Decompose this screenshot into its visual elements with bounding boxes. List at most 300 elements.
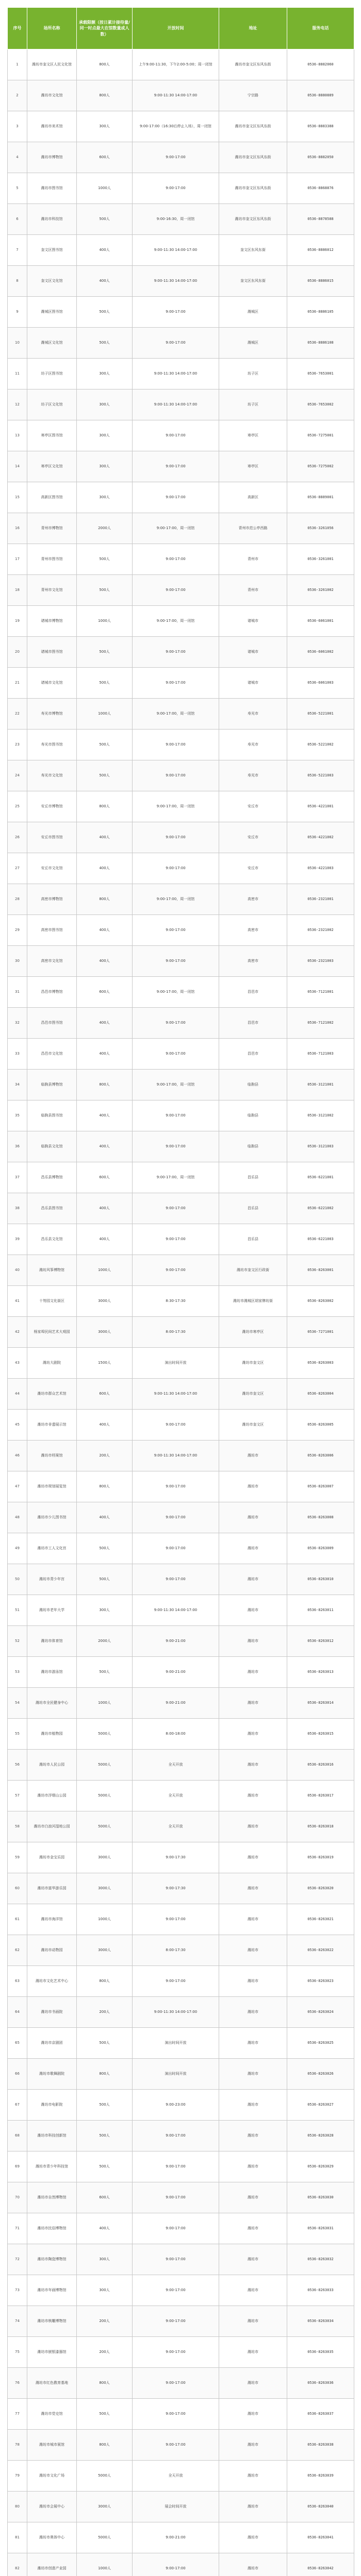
table-row (8, 977, 354, 1008)
cell-capacity: 500人 (77, 544, 133, 575)
table-row (8, 1657, 354, 1688)
cell-address: 临朐县 (219, 1070, 287, 1100)
cell-phone: 0536-8878588 (287, 204, 354, 235)
cell-no: 79 (8, 2461, 27, 2492)
cell-phone: 0536-4221002 (287, 822, 354, 853)
cell-phone: 0536-8263038 (287, 2430, 354, 2461)
cell-name: 诸城市博物馆 (27, 606, 77, 637)
table-row (8, 389, 354, 420)
cell-phone: 0536-3261056 (287, 513, 354, 544)
cell-name: 安丘市文化馆 (27, 853, 77, 884)
cell-capacity: 2000人 (77, 513, 133, 544)
cell-hours: 9:00-17:00 (133, 173, 219, 204)
cell-no: 44 (8, 1379, 27, 1410)
cell-no: 54 (8, 1688, 27, 1719)
cell-phone: 0536-8263034 (287, 2306, 354, 2337)
cell-no: 63 (8, 1966, 27, 1997)
cell-capacity: 400人 (77, 235, 133, 266)
cell-hours: 9:00-17:00，周一闭馆 (133, 513, 219, 544)
cell-hours: 9:00-11:30 14:00-17:00 (133, 80, 219, 111)
cell-hours: 9:00-21:00 (133, 1626, 219, 1657)
cell-no: 31 (8, 977, 27, 1008)
table-row (8, 451, 354, 482)
cell-hours: 全天开放 (133, 1781, 219, 1811)
cell-no: 21 (8, 668, 27, 699)
cell-address: 诸城市 (219, 637, 287, 668)
table-row (8, 266, 354, 297)
table-row (8, 1224, 354, 1255)
cell-hours: 全天开放 (133, 1750, 219, 1781)
cell-phone: 0536-8263019 (287, 1842, 354, 1873)
cell-phone: 0536-3261001 (287, 544, 354, 575)
cell-phone: 0536-8263006 (287, 1440, 354, 1471)
cell-hours: 9:00-17:00 (133, 2275, 219, 2306)
cell-hours: 9:00-17:00 (133, 2430, 219, 2461)
cell-phone: 0536-8886105 (287, 297, 354, 328)
cell-address: 潍坊市 (219, 1935, 287, 1966)
table-row (8, 2151, 354, 2182)
table-row (8, 2059, 354, 2090)
cell-capacity: 600人 (77, 2182, 133, 2213)
cell-phone: 0536-8263001 (287, 1255, 354, 1286)
cell-name: 潍坊市书画院 (27, 1997, 77, 2028)
cell-hours: 展会时间开放 (133, 2492, 219, 2522)
table-row (8, 1193, 354, 1224)
cell-hours: 9:00-17:00 (133, 1410, 219, 1440)
cell-phone: 0536-8263032 (287, 2244, 354, 2275)
cell-name: 寒亭区文化馆 (27, 451, 77, 482)
cell-capacity: 400人 (77, 2213, 133, 2244)
cell-address: 青州市范公亭西路 (219, 513, 287, 544)
cell-capacity: 3000人 (77, 2492, 133, 2522)
cell-address: 潍坊市 (219, 1842, 287, 1873)
cell-hours: 9:00-11:30 14:00-17:00 (133, 359, 219, 389)
cell-phone: 0536-6221003 (287, 1224, 354, 1255)
cell-no: 75 (8, 2337, 27, 2368)
cell-capacity: 5000人 (77, 2522, 133, 2553)
cell-phone: 0536-2321003 (287, 946, 354, 977)
cell-no: 66 (8, 2059, 27, 2090)
cell-phone: 0536-7271001 (287, 1317, 354, 1348)
table-row (8, 1348, 354, 1379)
cell-name: 昌乐县博物馆 (27, 1162, 77, 1193)
cell-phone: 0536-7653001 (287, 359, 354, 389)
table-row (8, 173, 354, 204)
cell-hours: 8:00-17:30 (133, 1935, 219, 1966)
cell-hours: 9:00-17:00 (133, 1255, 219, 1286)
cell-hours: 9:00-11:30 14:00-17:00 (133, 1379, 219, 1410)
cell-no: 3 (8, 111, 27, 142)
cell-address: 潍坊市奎文区行政街 (219, 1255, 287, 1286)
cell-address: 寿光市 (219, 760, 287, 791)
cell-address: 潍坊市 (219, 2213, 287, 2244)
cell-hours: 9:00-17:00 (133, 451, 219, 482)
cell-name: 潍坊市自然博物馆 (27, 2182, 77, 2213)
cell-address: 潍坊市 (219, 2399, 287, 2430)
cell-name: 昌邑市文化馆 (27, 1039, 77, 1070)
cell-hours: 9:00-17:00 (133, 853, 219, 884)
cell-capacity: 600人 (77, 977, 133, 1008)
cell-name: 潍坊市海洋馆 (27, 1904, 77, 1935)
cell-capacity: 5000人 (77, 1811, 133, 1842)
table-row (8, 1533, 354, 1564)
table-row (8, 1070, 354, 1100)
cell-name: 潍坊市全民健身中心 (27, 1688, 77, 1719)
cell-address: 潍坊市 (219, 1471, 287, 1502)
cell-name: 潍坊市陶瓷博物馆 (27, 2244, 77, 2275)
table-row (8, 1039, 354, 1070)
cell-name: 安丘市图书馆 (27, 822, 77, 853)
cell-address: 潍坊市 (219, 1688, 287, 1719)
cell-capacity: 300人 (77, 2244, 133, 2275)
cell-no: 60 (8, 1873, 27, 1904)
cell-no: 67 (8, 2090, 27, 2121)
cell-address: 潍坊市 (219, 1781, 287, 1811)
cell-no: 57 (8, 1781, 27, 1811)
cell-phone: 0536-8263024 (287, 1997, 354, 2028)
cell-phone: 0536-8263027 (287, 2090, 354, 2121)
cell-phone: 0536-8263033 (287, 2275, 354, 2306)
cell-hours: 演出时间开放 (133, 1348, 219, 1379)
cell-name: 潍坊市富华游乐园 (27, 1873, 77, 1904)
cell-name: 临朐县文化馆 (27, 1131, 77, 1162)
cell-capacity: 800人 (77, 1966, 133, 1997)
cell-address: 潍坊市 (219, 2368, 287, 2399)
cell-hours: 9:00-17:00 (133, 730, 219, 760)
cell-name: 昌乐县文化馆 (27, 1224, 77, 1255)
cell-name: 寿光市博物馆 (27, 699, 77, 730)
cell-name: 潍坊市游泳馆 (27, 1657, 77, 1688)
cell-name: 潍坊市动物园 (27, 1935, 77, 1966)
header-address: 地址 (219, 8, 287, 49)
table-row (8, 1688, 354, 1719)
table-row (8, 297, 354, 328)
cell-no: 53 (8, 1657, 27, 1688)
cell-no: 48 (8, 1502, 27, 1533)
table-row (8, 204, 354, 235)
cell-name: 潍城区图书馆 (27, 297, 77, 328)
cell-hours: 9:00-17:00，周一闭馆 (133, 884, 219, 915)
cell-hours: 9:00-17:00 (133, 1904, 219, 1935)
cell-address: 潍坊市 (219, 2430, 287, 2461)
cell-no: 43 (8, 1348, 27, 1379)
table-row (8, 575, 354, 606)
cell-address: 昌邑市 (219, 977, 287, 1008)
table-row (8, 142, 354, 173)
cell-phone: 0536-8263022 (287, 1935, 354, 1966)
cell-capacity: 5000人 (77, 1781, 133, 1811)
cell-address: 潍坊市 (219, 2090, 287, 2121)
cell-phone: 0536-8263035 (287, 2337, 354, 2368)
cell-address: 寿光市 (219, 699, 287, 730)
table-row (8, 1564, 354, 1595)
cell-hours: 9:00-11:30 14:00-17:00 (133, 266, 219, 297)
cell-name: 潍坊市奎文区人民文化馆 (27, 49, 77, 80)
cell-address: 潍坊市潍城区胡家牌坊街 (219, 1286, 287, 1317)
cell-name: 潍坊市电影院 (27, 2090, 77, 2121)
cell-capacity: 400人 (77, 853, 133, 884)
cell-no: 13 (8, 420, 27, 451)
table-row (8, 853, 354, 884)
table-row (8, 2275, 354, 2306)
cell-phone: 0536-3121002 (287, 1100, 354, 1131)
cell-hours: 9:00-11:30 14:00-17:00 (133, 1997, 219, 2028)
cell-name: 青州市文化馆 (27, 575, 77, 606)
cell-phone: 0536-7653002 (287, 389, 354, 420)
cell-no: 7 (8, 235, 27, 266)
cell-capacity: 800人 (77, 2430, 133, 2461)
cell-address: 潍坊市 (219, 1502, 287, 1533)
cell-hours: 9:00-17:00 (133, 1224, 219, 1255)
cell-no: 29 (8, 915, 27, 946)
cell-hours: 上午9:00-11:30，下午2:00-5:00；周一闭馆 (133, 49, 219, 80)
cell-hours: 9:00-17:00 (133, 2368, 219, 2399)
cell-hours: 9:00-17:00 (133, 1100, 219, 1131)
cell-no: 19 (8, 606, 27, 637)
cell-name: 潍坊市嵌银漆器馆 (27, 2337, 77, 2368)
cell-hours: 9:00-17:00 (133, 760, 219, 791)
cell-name: 潍坊市科技创新馆 (27, 2121, 77, 2151)
cell-name: 昌邑市博物馆 (27, 977, 77, 1008)
cell-no: 62 (8, 1935, 27, 1966)
cell-no: 15 (8, 482, 27, 513)
cell-no: 72 (8, 2244, 27, 2275)
cell-phone: 0536-8263013 (287, 1657, 354, 1688)
table-row (8, 822, 354, 853)
table-row (8, 2121, 354, 2151)
cell-address: 潍坊市 (219, 2553, 287, 2576)
cell-capacity: 600人 (77, 1379, 133, 1410)
cell-name: 潍坊市红色教育基地 (27, 2368, 77, 2399)
cell-address: 潍坊市 (219, 1564, 287, 1595)
table-row (8, 1719, 354, 1750)
cell-capacity: 800人 (77, 80, 133, 111)
cell-name: 青州市图书馆 (27, 544, 77, 575)
table-row (8, 637, 354, 668)
cell-phone: 0536-8886015 (287, 266, 354, 297)
cell-capacity: 300人 (77, 1595, 133, 1626)
cell-phone: 0536-8886012 (287, 235, 354, 266)
cell-hours: 9:00-17:00 (133, 1966, 219, 1997)
table-row (8, 482, 354, 513)
cell-phone: 0536-8263028 (287, 2121, 354, 2151)
cell-address: 潍坊市 (219, 2275, 287, 2306)
cell-phone: 0536-8263003 (287, 1348, 354, 1379)
table-row (8, 1410, 354, 1440)
cell-phone: 0536-7121003 (287, 1039, 354, 1070)
cell-phone: 0536-5221002 (287, 730, 354, 760)
table-row (8, 1255, 354, 1286)
table-row (8, 80, 354, 111)
cell-address: 潍坊市奎文区东风东街 (219, 49, 287, 80)
cell-capacity: 400人 (77, 822, 133, 853)
cell-name: 潍城区文化馆 (27, 328, 77, 359)
cell-address: 潍坊市 (219, 2306, 287, 2337)
cell-no: 40 (8, 1255, 27, 1286)
venue-table-sheet (7, 7, 354, 2576)
cell-address: 潍坊市 (219, 2522, 287, 2553)
cell-address: 奎文区东风东街 (219, 266, 287, 297)
cell-no: 14 (8, 451, 27, 482)
cell-phone: 0536-8263036 (287, 2368, 354, 2399)
cell-hours: 9:00-17:00 (133, 575, 219, 606)
cell-no: 41 (8, 1286, 27, 1317)
cell-capacity: 400人 (77, 1502, 133, 1533)
cell-name: 昌邑市图书馆 (27, 1008, 77, 1039)
cell-name: 高密市文化馆 (27, 946, 77, 977)
venue-table (7, 7, 354, 2576)
cell-name: 潍坊市博物馆 (27, 142, 77, 173)
cell-phone: 0536-2321002 (287, 915, 354, 946)
cell-no: 82 (8, 2553, 27, 2576)
cell-hours: 9:00-17:00 (133, 2213, 219, 2244)
cell-name: 潍坊市白浪河湿地公园 (27, 1811, 77, 1842)
table-row (8, 884, 354, 915)
cell-no: 35 (8, 1100, 27, 1131)
cell-hours: 9:00-17:00 (133, 482, 219, 513)
cell-hours: 9:00-17:00 (133, 1502, 219, 1533)
cell-phone: 0536-8263037 (287, 2399, 354, 2430)
cell-phone: 0536-8882050 (287, 142, 354, 173)
cell-no: 27 (8, 853, 27, 884)
table-row (8, 111, 354, 142)
cell-hours: 9:00-16:30，周一闭馆 (133, 204, 219, 235)
cell-capacity: 400人 (77, 1193, 133, 1224)
cell-hours: 9:00-17:30 (133, 1842, 219, 1873)
cell-hours: 9:00-17:00 (133, 2151, 219, 2182)
cell-address: 潍坊市 (219, 2492, 287, 2522)
cell-phone: 0536-8263011 (287, 1595, 354, 1626)
cell-hours: 9:00-17:30 (133, 1873, 219, 1904)
cell-capacity: 1000人 (77, 2553, 133, 2576)
cell-capacity: 500人 (77, 2151, 133, 2182)
cell-address: 潍坊市 (219, 1811, 287, 1842)
table-row (8, 668, 354, 699)
table-row (8, 1873, 354, 1904)
table-row (8, 2368, 354, 2399)
cell-hours: 9:00-11:30 14:00-17:00 (133, 235, 219, 266)
cell-hours: 9:00-17:00 (133, 1564, 219, 1595)
cell-name: 安丘市博物馆 (27, 791, 77, 822)
cell-capacity: 1000人 (77, 1255, 133, 1286)
cell-no: 52 (8, 1626, 27, 1657)
table-row (8, 2244, 354, 2275)
cell-no: 23 (8, 730, 27, 760)
table-row (8, 1811, 354, 1842)
cell-address: 潍坊市奎文区东风东街 (219, 111, 287, 142)
cell-address: 潍坊市 (219, 1440, 287, 1471)
cell-address: 潍坊市 (219, 1873, 287, 1904)
cell-hours: 9:00-17:00 (133, 822, 219, 853)
cell-address: 高密市 (219, 915, 287, 946)
cell-address: 潍坊市寒亭区 (219, 1317, 287, 1348)
cell-name: 潍坊市奥体中心 (27, 2522, 77, 2553)
cell-hours: 9:00-17:00 (133, 1471, 219, 1502)
cell-no: 81 (8, 2522, 27, 2553)
cell-capacity: 400人 (77, 1410, 133, 1440)
table-row (8, 730, 354, 760)
cell-name: 潍坊市文化广场 (27, 2461, 77, 2492)
cell-hours: 9:00-17:00 (133, 637, 219, 668)
cell-name: 坊子区文化馆 (27, 389, 77, 420)
cell-phone: 0536-8882060 (287, 49, 354, 80)
cell-phone: 0536-8868876 (287, 173, 354, 204)
cell-address: 潍坊市 (219, 1904, 287, 1935)
table-row (8, 1162, 354, 1193)
cell-no: 77 (8, 2399, 27, 2430)
cell-name: 潍坊市工人文化宫 (27, 1533, 77, 1564)
cell-no: 70 (8, 2182, 27, 2213)
cell-address: 青州市 (219, 575, 287, 606)
cell-capacity: 500人 (77, 637, 133, 668)
cell-no: 1 (8, 49, 27, 80)
table-row (8, 1935, 354, 1966)
cell-address: 临朐县 (219, 1131, 287, 1162)
cell-address: 潍坊市 (219, 1997, 287, 2028)
table-row (8, 1131, 354, 1162)
cell-capacity: 5000人 (77, 1719, 133, 1750)
cell-no: 46 (8, 1440, 27, 1471)
cell-hours: 8:30-17:30 (133, 1286, 219, 1317)
cell-address: 诸城市 (219, 606, 287, 637)
cell-address: 潍坊市 (219, 2121, 287, 2151)
cell-hours: 9:00-17:00 (133, 915, 219, 946)
cell-phone: 0536-8263021 (287, 1904, 354, 1935)
cell-phone: 0536-8883388 (287, 111, 354, 142)
cell-hours: 9:00-17:00 (133, 142, 219, 173)
cell-hours: 9:00-17:00 (133, 2337, 219, 2368)
cell-capacity: 200人 (77, 1440, 133, 1471)
cell-no: 30 (8, 946, 27, 977)
cell-phone: 0536-8263009 (287, 1533, 354, 1564)
cell-no: 64 (8, 1997, 27, 2028)
cell-name: 十笏园文化街区 (27, 1286, 77, 1317)
cell-name: 高新区图书馆 (27, 482, 77, 513)
table-row (8, 1750, 354, 1781)
table-row (8, 544, 354, 575)
cell-capacity: 400人 (77, 1224, 133, 1255)
cell-phone: 0536-3261002 (287, 575, 354, 606)
cell-capacity: 1000人 (77, 1904, 133, 1935)
cell-no: 33 (8, 1039, 27, 1070)
cell-address: 潍坊市 (219, 2182, 287, 2213)
cell-phone: 0536-4221001 (287, 791, 354, 822)
cell-no: 74 (8, 2306, 27, 2337)
cell-name: 潍坊市青少年宫 (27, 1564, 77, 1595)
cell-no: 45 (8, 1410, 27, 1440)
cell-no: 10 (8, 328, 27, 359)
cell-hours: 9:00-17:00 (133, 2244, 219, 2275)
cell-no: 22 (8, 699, 27, 730)
table-row (8, 2337, 354, 2368)
cell-capacity: 300人 (77, 359, 133, 389)
cell-name: 寒亭区图书馆 (27, 420, 77, 451)
cell-phone: 0536-8263020 (287, 1873, 354, 1904)
cell-no: 16 (8, 513, 27, 544)
cell-capacity: 1000人 (77, 1688, 133, 1719)
cell-capacity: 5000人 (77, 1750, 133, 1781)
cell-capacity: 2000人 (77, 1626, 133, 1657)
cell-name: 青州市博物馆 (27, 513, 77, 544)
cell-name: 潍坊市文化馆 (27, 80, 77, 111)
cell-capacity: 600人 (77, 1162, 133, 1193)
cell-no: 76 (8, 2368, 27, 2399)
table-row (8, 513, 354, 544)
cell-no: 11 (8, 359, 27, 389)
cell-phone: 0536-8263031 (287, 2213, 354, 2244)
cell-name: 临朐县图书馆 (27, 1100, 77, 1131)
cell-phone: 0536-8263025 (287, 2028, 354, 2059)
